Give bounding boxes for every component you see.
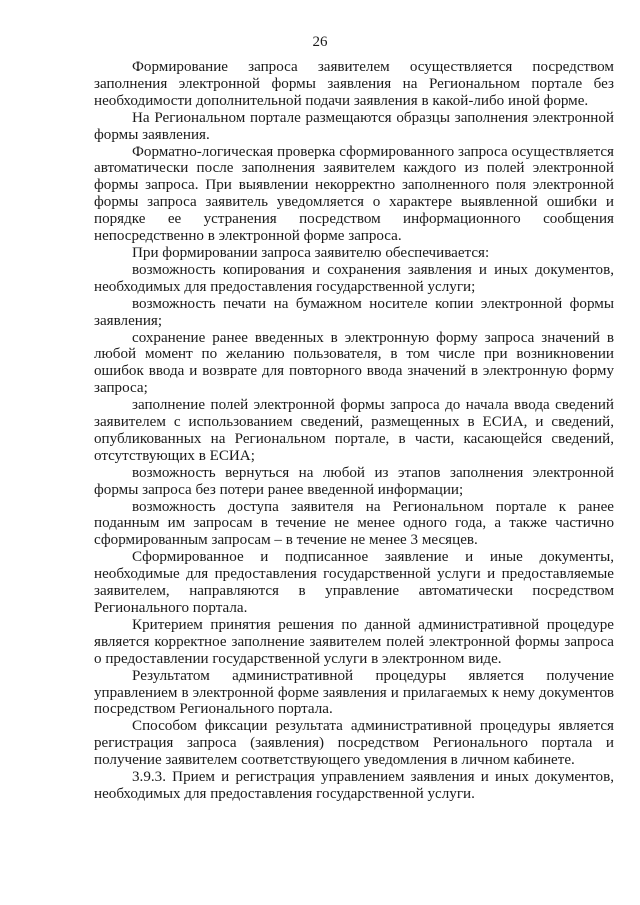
- paragraph: Результатом административной процедуры является получение управлением в электронной форме заявления и прилагаемых к нему документов посредством Регионального портала.: [94, 667, 614, 718]
- paragraph: Форматно-логическая проверка сформированного запроса осуществляется автоматически после заполнения заявителем каждого из полей электронной формы запроса. При выявлении некорректно заполненного поля электронной формы запроса заявитель уведомляется о характере выявленной ошибки и порядке ее устранения посредством информационного сообщения непосредственно в электронной форме запроса.: [94, 143, 614, 245]
- list-item: возможность вернуться на любой из этапов заполнения электронной формы запроса без потери ранее введенной информации;: [94, 464, 614, 498]
- list-item: возможность печати на бумажном носителе копии электронной формы заявления;: [94, 295, 614, 329]
- page-number: 26: [312, 34, 328, 50]
- document-body: [94, 59, 614, 803]
- list-item: сохранение ранее введенных в электронную форму запроса значений в любой момент по желанию пользователя, в том числе при возникновении ошибок ввода и возврате для повторного ввода значений в электронную форму запроса;: [94, 329, 614, 397]
- list-item: заполнение полей электронной формы запроса до начала ввода сведений заявителем с использованием сведений, размещенных в ЕСИА, и сведений, опубликованных на Региональном портале, в части, касающейся сведений, отсутствующих в ЕСИА;: [94, 397, 614, 464]
- paragraph: Критерием принятия решения по данной административной процедуре является корректное заполнение заявителем полей электронной формы запроса о предоставлении государственной услуги в электронном виде.: [94, 616, 614, 667]
- paragraph: Формирование запроса заявителем осуществляется посредством заполнения электронной формы заявления на Региональном портале без необходимости дополнительной подачи заявления в какой-либо иной форме.: [94, 59, 614, 109]
- paragraph: На Региональном портале размещаются образцы заполнения электронной формы заявления.: [94, 109, 614, 143]
- paragraph: Сформированное и подписанное заявление и иные документы, необходимые для предоставления государственной услуги и предоставляемые заявителем, направляются в управление автоматически посредством Регионального портала.: [94, 549, 614, 616]
- section-heading: 3.9.3. Прием и регистрация управлением заявления и иных документов, необходимых для предоставления государственной услуги.: [94, 769, 614, 802]
- paragraph: При формировании запроса заявителю обеспечивается:: [132, 244, 490, 261]
- list-item: возможность доступа заявителя на Региональном портале к ранее поданным им запросам в течение не менее одного года, а также частично сформированным запросам – в течение не менее 3 месяцев.: [94, 498, 614, 549]
- list-item: возможность копирования и сохранения заявления и иных документов, необходимых для предоставления государственной услуги;: [94, 261, 614, 295]
- paragraph: Способом фиксации результата административной процедуры является регистрация запроса (заявления) посредством Регионального портала и получение заявителем соответствующего уведомления в личном кабинете.: [94, 718, 614, 769]
